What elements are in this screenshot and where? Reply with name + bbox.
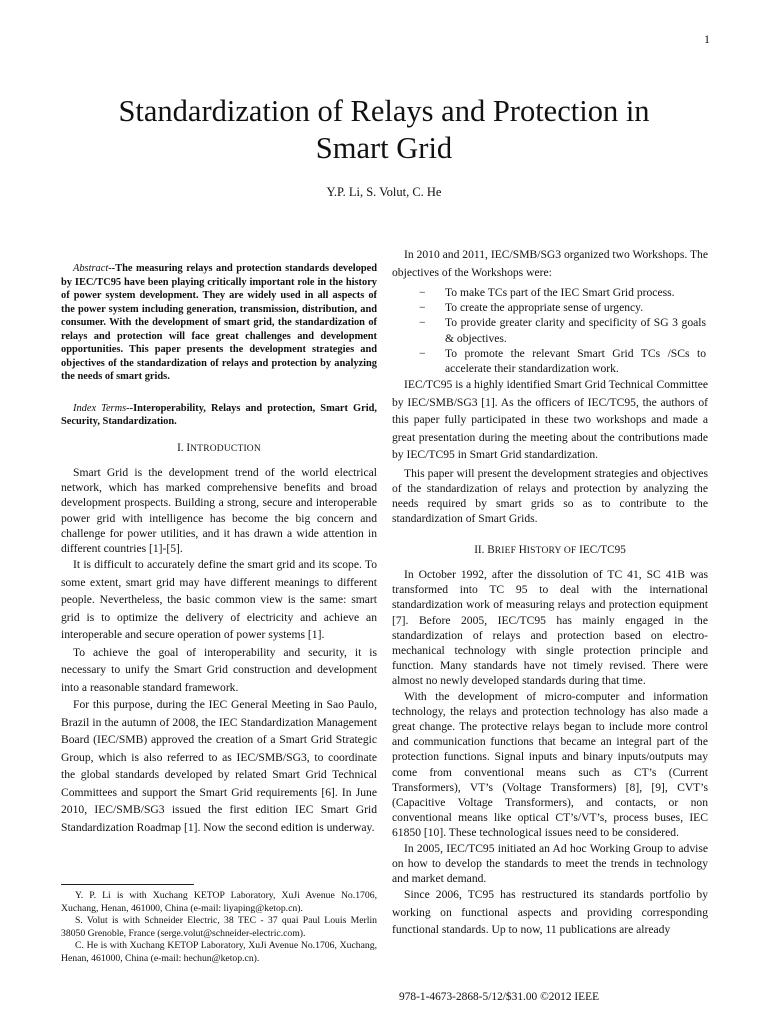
footnote-he: C. He is with Xuchang KETOP Laboratory, XuJi Avenue No.1706, Xuchang, Henan, 461000, China (e-mail: hechun@ketop.cn).	[61, 940, 377, 964]
left-column	[61, 262, 377, 836]
page-number: 1	[704, 32, 710, 46]
index-terms	[61, 402, 377, 429]
right-column	[392, 246, 708, 939]
history-paragraph-3: In 2005, IEC/TC95 initiated an Ad hoc Working Group to advise on how to develop the standards to meet the trends in technology and market demand.	[392, 841, 708, 886]
intro-paragraph-2: It is difficult to accurately define the smart grid and its scope. To some extent, smart grid may have different meanings to different people. Nevertheless, the basic common view is the same: smart grid is to optimize the delivery of electricity and achieve an interoperable and secure operation of power systems [1].	[61, 558, 377, 642]
tc95-paragraph: IEC/TC95 is a highly identified Smart Grid Technical Committee by IEC/SMB/SG3 [1]. As the officers of IEC/TC95, the authors of this paper fully participated in these two workshops and made a great presentation during the meeting about the contributions made by IEC/TC95 in Smart Grid standardization.	[392, 378, 708, 462]
title-line-1: Standardization of Relays and Protection in	[118, 94, 650, 128]
history-paragraph-4: Since 2006, TC95 has restructured its standards portfolio by working on functional aspects and providing corresponding functional standards. Up to now, 11 publications are already	[392, 888, 708, 937]
footnotes	[61, 890, 377, 965]
section-heading-brief-history: II. BRIEF HISTORY OF IEC/TC95	[474, 543, 626, 556]
abstract-label: Abstract	[73, 263, 109, 274]
index-terms-label: Index Terms	[73, 402, 127, 414]
list-item: − To promote the relevant Smart Grid TCs /SCs to accelerate their standardization work.	[419, 346, 706, 376]
workshops-intro: In 2010 and 2011, IEC/SMB/SG3 organized two Workshops. The objectives of the Workshops were:	[392, 248, 708, 279]
history-paragraph-2: With the development of micro-computer and information technology, the relays and protection technology has also made a great change. The protective relays began to include more control and communication functions that became an integral part of the protection functions. Signal inputs and binary inputs/outputs may come from conventional means such as CT’s (Current Transformers), VT’s (Voltage Transformers) [8], [9], CVT’s (Capacitive Voltage Transformers), and contacts, or non conventional means like optical CT’s/VT’s, process buses, IEC 61850 [10]. These technological issues need to be considered.	[392, 689, 708, 840]
copyright-notice: 978-1-4673-2868-5/12/$31.00 ©2012 IEEE	[399, 991, 600, 1003]
intro-paragraph-3: To achieve the goal of interoperability and security, it is necessary to unify the Smart Grid construction and development into a reasonable standard framework.	[61, 645, 377, 694]
index-terms-text: --Interoperability, Relays and protection, Smart Grid, Security, Standardization.	[61, 402, 377, 427]
workshop-objectives-list	[392, 285, 708, 376]
intro-paragraph-1: Smart Grid is the development trend of the world electrical network, which has marked comprehensive benefits and broad development prospects. Building a strong, secure and interoperable power grid with intelligence has become the big concern and challenge for power utilities, and it has drawn a wide attention in different countries [1]-[5].	[61, 466, 377, 556]
footnote-volut: S. Volut is with Schneider Electric, 38 TEC - 37 quai Paul Louis Merlin 38050 Grenoble, France (serge.volut@schneider-electric.com).	[61, 915, 377, 939]
footnote-li: Y. P. Li is with Xuchang KETOP Laboratory, XuJi Avenue No.1706, Xuchang, Henan, 461000, China (e-mail: liyaping@ketop.cn).	[61, 890, 377, 914]
intro-paragraph-4: For this purpose, during the IEC General Meeting in Sao Paulo, Brazil in the autumn of 2008, the IEC Standardization Management Board (IEC/SMB) approved the creation of a Smart Grid Strategic Group, which is also referred to as IEC/SMB/SG3, to coordinate the global standards developed by related Smart Grid Technical Committees and support the Smart Grid requirements [6]. In June 2010, IEC/SMB/SG3 issued the first edition IEC Smart Grid Standardization Roadmap [1]. Now the second edition is underway.	[61, 698, 377, 834]
section-heading-introduction: I. INTRODUCTION	[177, 441, 261, 454]
list-item: − To provide greater clarity and specificity of SG 3 goals & objectives.	[419, 316, 706, 345]
paper-scope-paragraph: This paper will present the development strategies and objectives of the standardization of relays and protection by analyzing the needs required by smart grids so as to contribute to the standardization of Smart Grids.	[392, 466, 708, 526]
abstract-text: --The measuring relays and protection standards developed by IEC/TC95 have been playing critically important role in the history of power system development. They are widely used in all aspects of the power system including generation, transmission, distribution, and consumer. With the development of smart grid, the standardization of relays and protection will face great challenges and development opportunities. This paper presents the development strategies and objectives of the standardization of relays and protection by analyzing the needs of smart grids.	[61, 263, 377, 382]
history-paragraph-1: In October 1992, after the dissolution of TC 41, SC 41B was transformed into TC 95 to deal with the international standardization work of measuring relays and protection equipment [7]. Before 2005, IEC/TC95 has mainly engaged in the standardization of relays and protection based on electro-mechanical technology with single protection principle and function. Many standards have not timely revised. There were almost no newly developed standards during that time.	[392, 568, 708, 688]
list-item: − To create the appropriate sense of urgency.	[419, 301, 644, 315]
title-line-2: Smart Grid	[315, 131, 453, 165]
authors: Y.P. Li, S. Volut, C. He	[326, 185, 442, 199]
list-item: − To make TCs part of the IEC Smart Grid process.	[419, 286, 675, 299]
paper-title	[60, 93, 708, 167]
abstract	[61, 262, 377, 384]
footnote-divider	[61, 884, 194, 885]
